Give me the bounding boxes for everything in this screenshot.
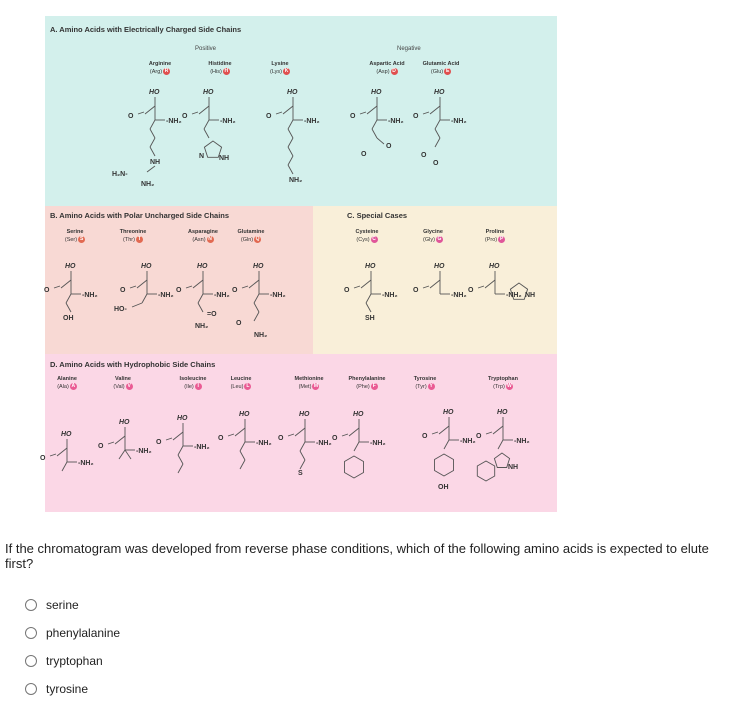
aa-code-line	[411, 68, 471, 76]
aa-code-text: (Ala)	[57, 383, 69, 390]
atom-label: O	[476, 433, 482, 440]
aa-code-line	[37, 383, 97, 391]
atom-label: NH	[525, 292, 536, 299]
aa-name-text: Serine	[66, 229, 84, 235]
aa-letter-badge: P	[499, 236, 504, 242]
atom-label: HO	[203, 89, 214, 96]
aa-code-text: (Phe)	[356, 383, 370, 390]
atom-label: O	[128, 113, 134, 120]
atom-label: HO	[443, 409, 454, 416]
aa-code-line	[473, 383, 533, 391]
aa-letter-badge: R	[164, 68, 169, 74]
aa-label-leucine	[211, 376, 271, 391]
radio-tyrosine[interactable]	[25, 683, 37, 695]
aa-letter-badge: E	[445, 68, 450, 74]
atom-label: O	[40, 455, 46, 462]
atom-label: NH	[219, 155, 230, 162]
atom-label: O	[386, 143, 392, 150]
aa-code-line	[465, 236, 525, 244]
aa-code-line	[403, 236, 463, 244]
atom-label: NH	[508, 464, 519, 471]
atom-label: HO	[434, 263, 445, 270]
aa-code-line	[395, 383, 455, 391]
option-label-tryptophan: tryptophan	[46, 654, 103, 668]
aa-code-text: (Arg)	[149, 68, 163, 75]
atom-label: O	[218, 435, 224, 442]
aa-letter-badge: Y	[429, 383, 433, 389]
aa-code-text: (Ile)	[184, 383, 194, 390]
aa-letter-badge: L	[246, 383, 250, 389]
atom-label: O	[332, 435, 338, 442]
atom-label: NH₂	[289, 177, 303, 184]
aa-label-glutamic-acid	[411, 61, 471, 76]
aa-code-text: (Ser)	[64, 236, 78, 243]
atom-label: HO	[253, 263, 264, 270]
atom-label: HO	[287, 89, 298, 96]
atom-label: O	[182, 113, 188, 120]
aa-name-text: Proline	[485, 229, 505, 235]
section-c-title: C. Special Cases	[347, 211, 408, 220]
aa-letter-badge: K	[284, 68, 289, 74]
atom-label: O	[422, 433, 428, 440]
aa-letter-badge: W	[506, 383, 512, 389]
aa-letter-badge: A	[71, 383, 76, 389]
atom-label: -NH₂	[304, 118, 320, 125]
aa-code-text: (Cys)	[356, 236, 370, 243]
aa-label-phenylalanine	[337, 376, 397, 391]
aa-code-line	[93, 383, 153, 391]
atom-label: -NH₂	[166, 118, 182, 125]
atom-label: HO	[299, 411, 310, 418]
aa-name-text: Glutamic Acid	[422, 61, 460, 67]
atom-label: NH₂	[141, 181, 155, 188]
aa-label-tyrosine	[395, 376, 455, 391]
atom-label: HO-	[114, 306, 127, 313]
atom-label: -NH₂	[460, 438, 476, 445]
aa-name-text: Cysteine	[355, 229, 379, 235]
atom-label: H₂N-	[112, 171, 128, 178]
negative-group-label: Negative	[397, 46, 421, 52]
atom-label: =O	[207, 311, 217, 318]
atom-label: HO	[371, 89, 382, 96]
aa-code-text: (Val)	[113, 383, 125, 390]
aa-label-glutamine	[221, 229, 281, 244]
atom-label: -NH₂	[451, 118, 467, 125]
option-label-tyrosine: tyrosine	[46, 682, 89, 696]
radio-tryptophan[interactable]	[25, 655, 37, 667]
aa-name-text: Histidine	[208, 61, 232, 67]
aa-name-text: Valine	[115, 376, 131, 382]
aa-code-text: (Thr)	[123, 236, 135, 243]
aa-code-line	[250, 68, 310, 76]
aa-code-text: (Gly)	[423, 236, 435, 243]
atom-label: HO	[197, 263, 208, 270]
amino-acid-structures-figure	[40, 16, 557, 512]
atom-label: S	[298, 470, 303, 477]
atom-label: -NH₂	[158, 292, 174, 299]
aa-letter-badge: S	[79, 236, 84, 242]
aa-code-text: (Gln)	[240, 236, 254, 243]
atom-label: -NH₂	[82, 292, 98, 299]
atom-label: HO	[434, 89, 445, 96]
aa-letter-badge: C	[372, 236, 376, 242]
atom-label: HO	[239, 411, 250, 418]
atom-label: -NH₂	[514, 438, 530, 445]
atom-label: HO	[177, 415, 188, 422]
atom-label: -NH₂	[214, 292, 230, 299]
aa-code-line	[190, 68, 250, 76]
aa-code-line	[357, 68, 417, 76]
aa-name-text: Tryptophan	[488, 376, 518, 382]
aa-letter-badge: F	[372, 383, 376, 389]
aa-label-serine	[45, 229, 105, 244]
atom-label: -NH₂	[194, 444, 210, 451]
option-phenylalanine[interactable]	[25, 619, 120, 647]
aa-code-text: (Tyr)	[415, 383, 427, 390]
atom-label: HO	[65, 263, 76, 270]
aa-name-text: Methionine	[294, 376, 324, 382]
aa-label-valine	[93, 376, 153, 391]
aa-letter-badge: D	[392, 68, 396, 74]
aa-code-text: (Glu)	[430, 68, 444, 75]
aa-label-lysine	[250, 61, 310, 76]
atom-label: NH	[150, 159, 161, 166]
atom-label: HO	[61, 431, 72, 438]
aa-code-line	[211, 383, 271, 391]
atom-label: O	[156, 439, 162, 446]
aa-letter-badge: V	[127, 383, 131, 389]
atom-label: OH	[438, 484, 449, 491]
atom-label: HO	[353, 411, 364, 418]
aa-name-text: Glutamine	[237, 229, 265, 235]
positive-group-label: Positive	[195, 46, 217, 52]
option-serine[interactable]	[25, 591, 120, 619]
aa-code-line	[45, 236, 105, 244]
aa-name-text: Aspartic Acid	[369, 61, 405, 67]
aa-code-line	[337, 383, 397, 391]
aa-letter-badge: G	[437, 236, 442, 242]
radio-phenylalanine[interactable]	[25, 627, 37, 639]
aa-code-line	[130, 68, 190, 76]
aa-letter-badge: M	[313, 383, 318, 389]
atom-label: -NH₂	[388, 118, 404, 125]
atom-label: -NH₂	[136, 448, 152, 455]
aa-code-text: (Asn)	[192, 236, 206, 243]
option-tryptophan[interactable]	[25, 647, 120, 675]
aa-label-glycine	[403, 229, 463, 244]
atom-label: HO	[141, 263, 152, 270]
atom-label: -NH₂	[382, 292, 398, 299]
answer-options	[25, 591, 120, 703]
aa-name-text: Asparagine	[188, 229, 218, 235]
atom-label: O	[433, 160, 439, 167]
atom-label: O	[413, 113, 419, 120]
atom-label: O	[350, 113, 356, 120]
atom-label: NH₂	[195, 323, 209, 330]
atom-label: -NH₂	[451, 292, 467, 299]
aa-code-text: (Pro)	[484, 236, 498, 243]
atom-label: -NH₂	[220, 118, 236, 125]
aa-code-line	[279, 383, 339, 391]
aa-name-text: Leucine	[230, 376, 252, 382]
atom-label: O	[344, 287, 350, 294]
aa-code-text: (Asp)	[376, 68, 390, 75]
atom-label: -NH₂	[78, 460, 94, 467]
option-tyrosine[interactable]	[25, 675, 120, 703]
aa-code-text: (Leu)	[230, 383, 244, 390]
atom-label: O	[44, 287, 50, 294]
aa-label-alanine	[37, 376, 97, 391]
aa-label-aspartic-acid	[357, 61, 417, 76]
atom-label: O	[98, 443, 104, 450]
aa-name-text: Tyrosine	[413, 376, 437, 382]
atom-label: SH	[365, 315, 375, 322]
atom-label: O	[278, 435, 284, 442]
atom-label: -NH₂	[370, 440, 386, 447]
atom-label: HO	[365, 263, 376, 270]
atom-label: HO	[119, 419, 130, 426]
option-label-serine: serine	[46, 598, 79, 612]
atom-label: OH	[63, 315, 74, 322]
question-text: If the chromatogram was developed from reverse phase conditions, which of the following amino acids is expected to elute first?	[5, 541, 709, 571]
aa-code-text: (Met)	[298, 383, 312, 390]
amino-acid-chart-image	[40, 16, 557, 512]
aa-code-line	[103, 236, 163, 244]
atom-label: N	[199, 153, 205, 160]
section-d-title: D. Amino Acids with Hydrophobic Side Chains	[50, 360, 216, 369]
aa-name-text: Phenylalanine	[348, 376, 386, 382]
aa-label-proline	[465, 229, 525, 244]
atom-label: -NH₂	[506, 292, 522, 299]
aa-code-text: (Lys)	[269, 68, 283, 75]
aa-label-methionine	[279, 376, 339, 391]
section-b-title: B. Amino Acids with Polar Uncharged Side Chains	[50, 211, 230, 220]
atom-label: NH₂	[254, 332, 268, 339]
aa-code-line	[221, 236, 281, 244]
aa-code-text: (Trp)	[493, 383, 505, 390]
aa-code-line	[337, 236, 397, 244]
aa-letter-badge: I	[195, 383, 202, 390]
aa-label-arginine	[130, 61, 190, 76]
aa-name-text: Alanine	[57, 376, 77, 382]
aa-label-threonine	[103, 229, 163, 244]
aa-label-histidine	[190, 61, 250, 76]
aa-letter-badge: Q	[255, 236, 260, 242]
atom-label: O	[421, 152, 427, 159]
atom-label: -NH₂	[270, 292, 286, 299]
aa-name-text: Lysine	[271, 61, 289, 67]
option-label-phenylalanine: phenylalanine	[46, 626, 121, 640]
atom-label: O	[468, 287, 474, 294]
aa-name-text: Arginine	[148, 61, 172, 67]
aa-name-text: Glycine	[423, 229, 443, 235]
aa-code-text: (His)	[210, 68, 222, 75]
aa-label-cysteine	[337, 229, 397, 244]
section-a-title: A. Amino Acids with Electrically Charged Side Chains	[50, 25, 242, 34]
atom-label: -NH₂	[256, 440, 272, 447]
aa-letter-badge: T	[137, 236, 141, 242]
radio-serine[interactable]	[25, 599, 37, 611]
atom-label: -NH₂	[316, 440, 332, 447]
aa-name-text: Isoleucine	[179, 376, 207, 382]
atom-label: O	[232, 287, 238, 294]
atom-label: O	[266, 113, 272, 120]
aa-letter-badge: H	[224, 68, 229, 74]
atom-label: O	[120, 287, 126, 294]
atom-label: HO	[149, 89, 160, 96]
atom-label: HO	[489, 263, 500, 270]
aa-name-text: Threonine	[119, 229, 147, 235]
atom-label: O	[236, 320, 242, 327]
atom-label: HO	[497, 409, 508, 416]
atom-label: O	[413, 287, 419, 294]
aa-letter-badge: N	[208, 236, 212, 242]
atom-label: O	[361, 151, 367, 158]
atom-label: O	[176, 287, 182, 294]
aa-label-tryptophan	[473, 376, 533, 391]
